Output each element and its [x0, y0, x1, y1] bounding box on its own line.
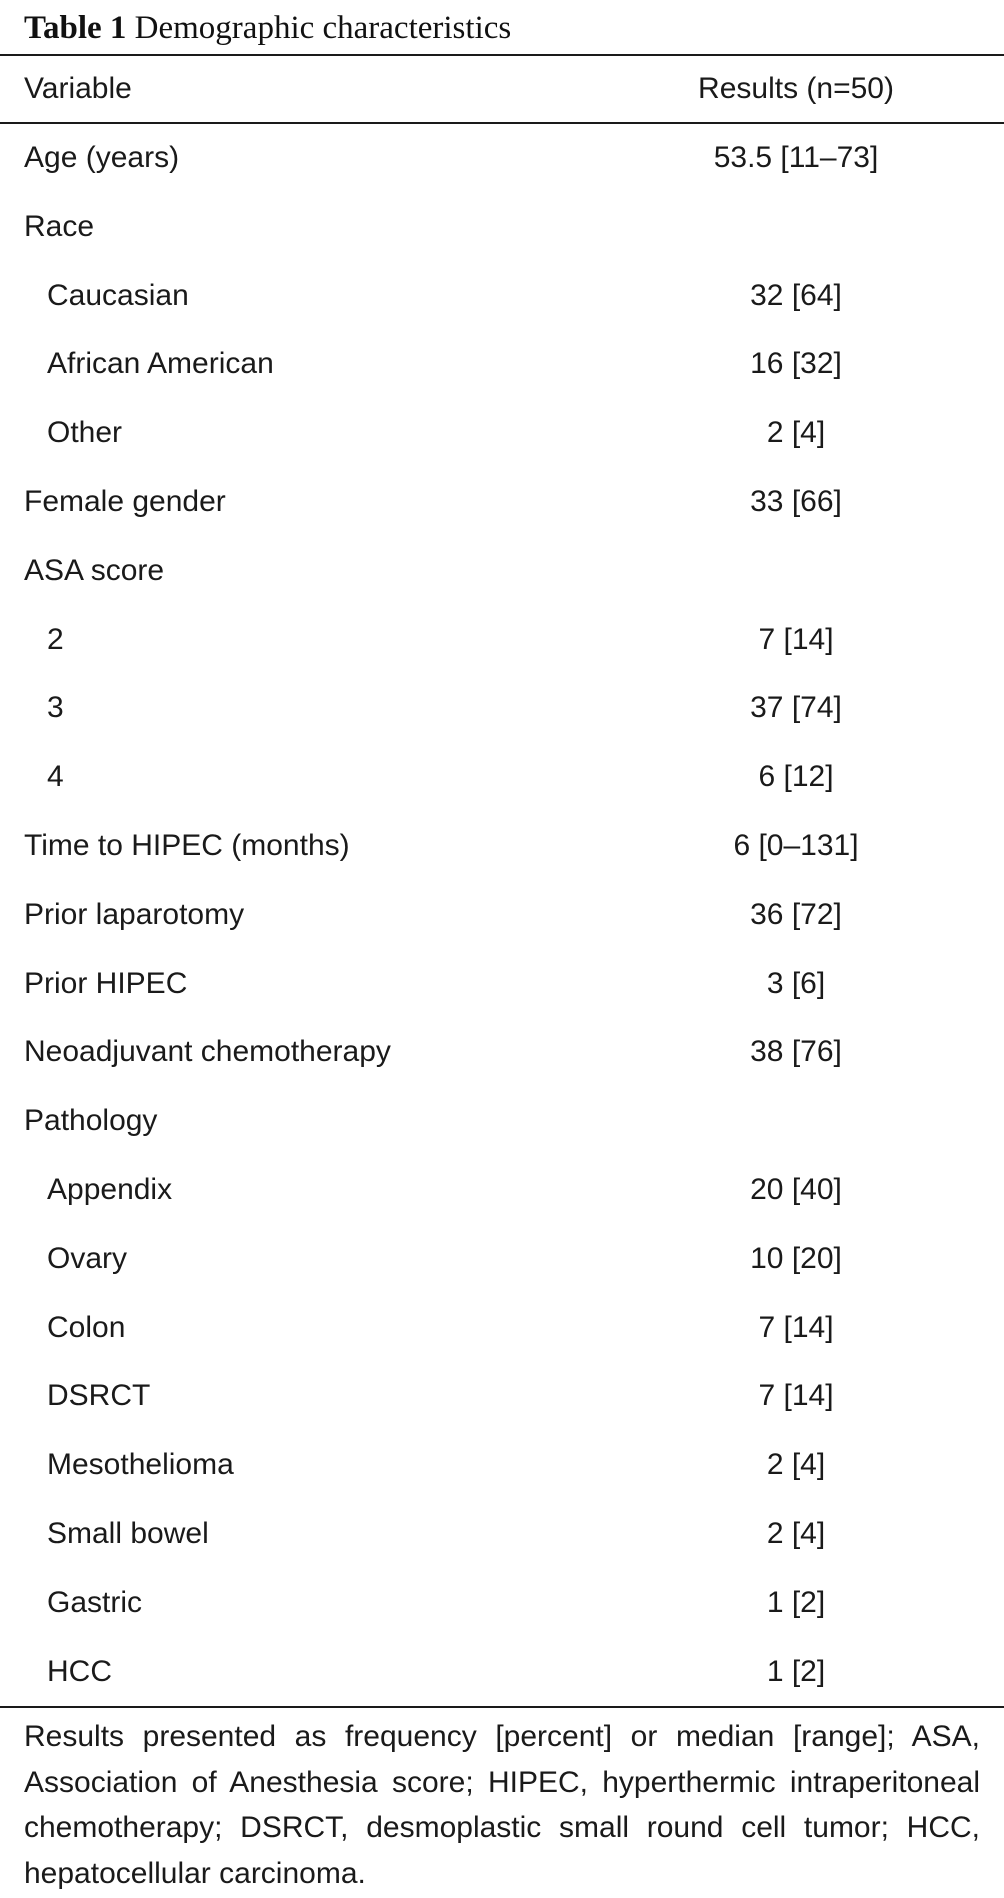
table-row: [0, 743, 1004, 812]
variable-cell: African American: [47, 347, 274, 381]
table-row: [0, 330, 1004, 399]
variable-cell: Colon: [47, 1310, 126, 1344]
table-row: [0, 606, 1004, 675]
table-row: [0, 674, 1004, 743]
table-caption-label: Table 1: [24, 10, 127, 46]
variable-cell: Time to HIPEC (months): [24, 828, 350, 862]
table-row: [0, 1225, 1004, 1294]
variable-cell: Female gender: [24, 484, 226, 518]
variable-cell: Age (years): [24, 141, 180, 174]
result-cell: 10 [20]: [750, 1241, 842, 1275]
table-row: [0, 881, 1004, 950]
variable-cell: Ovary: [47, 1241, 128, 1275]
variable-cell: DSRCT: [47, 1379, 151, 1413]
result-cell: 2 [4]: [766, 416, 826, 450]
variable-cell: Neoadjuvant chemotherapy: [24, 1035, 391, 1069]
result-cell: 32 [64]: [750, 278, 842, 312]
variable-cell: 2: [47, 622, 64, 656]
variable-cell: 3: [47, 691, 64, 725]
variable-cell: Other: [47, 416, 123, 450]
table-body: [0, 124, 1004, 1706]
table-bottom-rule: [0, 1706, 1004, 1708]
result-cell: 6 [12]: [758, 760, 834, 794]
table-row: [0, 537, 1004, 606]
table-row: [0, 399, 1004, 468]
result-cell: 1 [2]: [766, 1585, 826, 1619]
table-caption: [24, 6, 511, 50]
result-cell: 3 [6]: [766, 966, 826, 1000]
table-row: [0, 1087, 1004, 1156]
result-cell: 36 [72]: [750, 897, 842, 931]
table-row: [0, 262, 1004, 331]
variable-cell: Mesothelioma: [47, 1448, 234, 1482]
table-caption-text: Demographic characteristics: [126, 10, 512, 46]
table-row: [0, 193, 1004, 262]
result-cell: [596, 193, 996, 262]
table-row: [0, 1156, 1004, 1225]
result-cell: 6 [0–131]: [733, 828, 859, 862]
table-row: [0, 1569, 1004, 1638]
variable-cell: Prior laparotomy: [24, 897, 245, 931]
result-cell: 1 [2]: [766, 1654, 826, 1688]
result-cell: 33 [66]: [750, 484, 842, 518]
variable-cell: Small bowel: [47, 1516, 209, 1550]
result-cell: 7 [14]: [758, 1310, 834, 1344]
table-footnote: Results presented as frequency [percent] or median [range]; ASA, Association of Anesthesia score; HIPEC, hyperthermic intraperitoneal chemotherapy; DSRCT, desmoplastic small round cell tumor; HCC, hepatocellular carcinoma.: [24, 1720, 980, 1890]
variable-cell: 4: [47, 760, 64, 794]
variable-cell: Appendix: [47, 1172, 173, 1206]
result-cell: 7 [14]: [758, 1379, 834, 1413]
result-cell: 20 [40]: [750, 1172, 842, 1206]
result-cell: [596, 537, 996, 606]
variable-cell: Race: [24, 209, 95, 243]
table-row: [0, 468, 1004, 537]
column-header-results: Results (n=50): [698, 72, 894, 105]
table-row: [0, 1638, 1004, 1707]
result-cell: 37 [74]: [750, 691, 842, 725]
table-row: [0, 124, 1004, 193]
table-row: [0, 1362, 1004, 1431]
variable-cell: Caucasian: [47, 278, 189, 312]
result-cell: 2 [4]: [766, 1516, 826, 1550]
result-cell: 7 [14]: [758, 622, 834, 656]
result-cell: 53.5 [11–73]: [713, 141, 879, 174]
variable-cell: Prior HIPEC: [24, 966, 188, 1000]
table-row: [0, 950, 1004, 1019]
result-cell: 16 [32]: [750, 347, 842, 381]
variable-cell: Pathology: [24, 1104, 158, 1138]
variable-cell: Gastric: [47, 1585, 143, 1619]
result-cell: 2 [4]: [766, 1448, 826, 1482]
table-row: [0, 1431, 1004, 1500]
table-row: [0, 1018, 1004, 1087]
table-row: [0, 1500, 1004, 1569]
table-row: [0, 812, 1004, 881]
table-row: [0, 1294, 1004, 1363]
result-cell: 38 [76]: [750, 1035, 842, 1069]
table-header: [0, 56, 1004, 122]
column-header-variable: Variable: [24, 72, 132, 105]
variable-cell: ASA score: [24, 553, 165, 587]
result-cell: [596, 1087, 996, 1156]
variable-cell: HCC: [47, 1654, 112, 1688]
